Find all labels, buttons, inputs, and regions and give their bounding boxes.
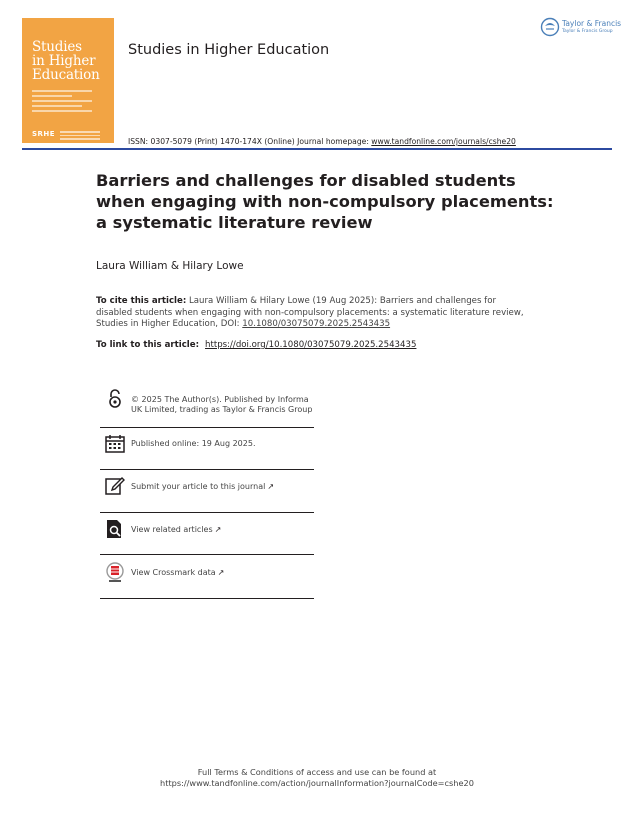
- issn-line: [128, 137, 516, 146]
- row-divider: [100, 598, 314, 599]
- doi-link[interactable]: 10.1080/03075079.2025.2543435: [242, 319, 391, 329]
- related-articles-search-icon: [104, 518, 126, 540]
- article-authors: Laura William & Hilary Lowe: [96, 260, 244, 272]
- external-link-icon: ↗: [214, 525, 222, 534]
- published-text: Published online: 19 Aug 2025.: [131, 439, 256, 448]
- calendar-icon: [104, 433, 126, 455]
- related-articles-link[interactable]: [131, 525, 316, 535]
- article-url-link[interactable]: https://doi.org/10.1080/03075079.2025.2543435: [205, 340, 417, 350]
- submit-article-link[interactable]: [131, 482, 316, 492]
- submit-article-label: Submit your article to this journal: [131, 482, 266, 491]
- publisher-logo-subtext: Taylor & Francis Group: [562, 29, 613, 34]
- header-divider: [22, 148, 612, 150]
- edit-pencil-icon: [104, 475, 126, 497]
- link-label: To link to this article:: [96, 340, 200, 350]
- open-access-row: [100, 386, 314, 428]
- journal-homepage-link[interactable]: www.tandfonline.com/journals/cshe20: [371, 137, 516, 146]
- article-title: Barriers and challenges for disabled students when engaging with non-compulsory placements: a systematic literature review: [96, 171, 554, 232]
- external-link-icon: ↗: [217, 568, 225, 577]
- cover-decoration: [32, 90, 92, 115]
- related-articles-label: View related articles: [131, 525, 213, 534]
- open-access-lock-icon: [104, 388, 126, 410]
- article-link-line: [96, 340, 416, 350]
- external-link-icon: ↗: [267, 482, 275, 491]
- cite-text: Laura William & Hilary Lowe (19 Aug 2025): Barriers and challenges for disabled students when engaging with non-compulsory placements: a systematic literature review, Studies in Higher Education, DOI:: [96, 296, 524, 329]
- submit-row[interactable]: [100, 470, 314, 513]
- cover-title: Studies in Higher Education: [32, 39, 100, 83]
- publisher-logo-text: Taylor & Francis: [562, 19, 622, 28]
- crossmark-link[interactable]: [131, 568, 316, 578]
- terms-line: Full Terms & Conditions of access and use can be found at: [197, 767, 437, 777]
- cover-badge: SRHE: [32, 130, 56, 138]
- related-row[interactable]: [100, 513, 314, 555]
- crossmark-row[interactable]: [100, 555, 314, 599]
- published-row: [100, 428, 314, 470]
- citation-block: [96, 296, 526, 331]
- open-access-text: © 2025 The Author(s). Published by Informa UK Limited, trading as Taylor & Francis Group: [131, 395, 313, 414]
- issn-text: ISSN: 0307-5079 (Print) 1470-174X (Online) Journal homepage:: [128, 137, 372, 146]
- crossmark-icon: [104, 561, 126, 583]
- crossmark-label: View Crossmark data: [131, 568, 216, 577]
- cover-badge-decoration: [60, 131, 100, 142]
- terms-url-link[interactable]: https://www.tandfonline.com/action/journalInformation?journalCode=cshe20: [160, 778, 474, 788]
- journal-cover: [22, 18, 114, 143]
- cite-label: To cite this article:: [96, 296, 187, 306]
- terms-footer: [0, 767, 634, 789]
- journal-name: Studies in Higher Education: [128, 42, 330, 58]
